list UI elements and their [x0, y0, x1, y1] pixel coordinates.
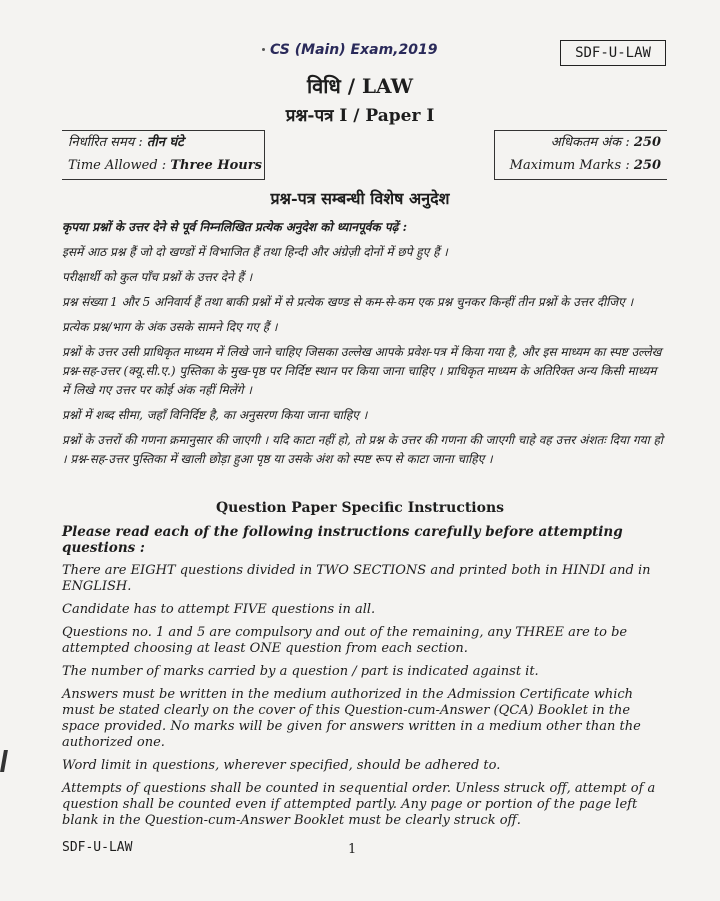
- hindi-instruction: परीक्षार्थी को कुल पाँच प्रश्नों के उत्तर देने हैं ।: [62, 270, 253, 284]
- time-hindi-value: तीन घंटे: [146, 135, 184, 150]
- marks-hindi-value: 250: [633, 135, 661, 150]
- footer-paper-code: SDF-U-LAW: [62, 840, 133, 855]
- time-allowed-box: [62, 130, 265, 180]
- marks-hindi-label: अधिकतम अंक :: [550, 135, 634, 150]
- english-lead: Please read each of the following instructions carefully before attempting questions :: [62, 524, 623, 556]
- hindi-instruction: इसमें आठ प्रश्न हैं जो दो खण्डों में विभाजित हैं तथा हिन्दी और अंग्रेज़ी दोनों में छपे हुए हैं ।: [62, 245, 448, 259]
- page-number: 1: [348, 842, 357, 857]
- exam-title: CS (Main) Exam,2019: [270, 42, 438, 58]
- time-hindi: [68, 131, 264, 154]
- hindi-instruction: प्रश्नों के उत्तर उसी प्राधिकृत माध्यम में लिखे जाने चाहिए जिसका उल्लेख आपके प्रवेश-पत्र में किया गया है, और इस माध्यम का स्पष्ट उल्लेख प्रश्न-सह-उत्तर (क्यू.सी.ए.) पुस्तिका के मुख-पृष्ठ पर निर्दिष्ट स्थान पर किया जाना चाहिए । प्राधिकृत माध्यम के अतिरिक्त अन्य किसी माध्यम में लिखे गए उत्तर पर कोई अंक नहीं मिलेंगे ।: [62, 345, 662, 397]
- hindi-instruction: प्रश्न संख्या 1 और 5 अनिवार्य हैं तथा बाकी प्रश्नों में से प्रत्येक खण्ड से कम-से-कम एक प्रश्न चुनकर किन्हीं तीन प्रश्नों के उत्तर दीजिए ।: [62, 295, 634, 309]
- scan-edge-mark: [0, 750, 8, 772]
- hindi-instructions-heading: प्रश्न-पत्र सम्बन्धी विशेष अनुदेश: [270, 189, 450, 208]
- paper-code-box: SDF-U-LAW: [560, 40, 666, 66]
- time-english: [68, 154, 264, 177]
- paper-title: प्रश्न-पत्र I / Paper I: [285, 106, 435, 126]
- hindi-instruction: प्रश्नों के उत्तरों की गणना क्रमानुसार की जाएगी । यदि काटा नहीं हो, तो प्रश्न के उत्तर की गणना की जाएगी चाहे वह उत्तर अंशतः दिया गया हो । प्रश्न-सह-उत्तर पुस्तिका में खाली छोड़ा हुआ पृष्ठ या उसके अंश को स्पष्ट रूप से काटा जाना चाहिए ।: [62, 433, 664, 466]
- maximum-marks-box: [494, 130, 667, 180]
- hindi-instructions: [62, 218, 666, 475]
- english-instructions: [62, 524, 662, 836]
- english-instructions-heading: Question Paper Specific Instructions: [215, 500, 505, 516]
- english-instruction: The number of marks carried by a question / part is indicated against it.: [62, 664, 539, 679]
- english-instruction: Attempts of questions shall be counted in sequential order. Unless struck off, attempt of a question shall be counted even if attempted partly. Any page or portion of the page left blank in the Question-cum-Answer Booklet must be clearly struck off.: [62, 781, 656, 828]
- english-instruction: Word limit in questions, wherever specified, should be adhered to.: [62, 758, 501, 773]
- time-english-label: Time Allowed :: [68, 158, 171, 173]
- time-english-value: Three Hours: [170, 158, 262, 173]
- marks-english-label: Maximum Marks :: [509, 158, 634, 173]
- marks-english-value: 250: [633, 158, 661, 173]
- marks-hindi: [495, 131, 661, 154]
- time-hindi-label: निर्धारित समय :: [68, 135, 147, 150]
- english-instruction: There are EIGHT questions divided in TWO SECTIONS and printed both in HINDI and in ENGLISH.: [62, 563, 651, 594]
- marks-english: [495, 154, 661, 177]
- english-instruction: Answers must be written in the medium authorized in the Admission Certificate which must be stated clearly on the cover of this Question-cum-Answer (QCA) Booklet in the space provided. No marks will be given for answers written in a medium other than the authorized one.: [62, 687, 641, 750]
- subject-title: विधि / LAW: [306, 74, 414, 98]
- hindi-lead: कृपया प्रश्नों के उत्तर देने से पूर्व निम्नलिखित प्रत्येक अनुदेश को ध्यानपूर्वक पढ़ें :: [62, 220, 408, 234]
- hindi-instruction: प्रत्येक प्रश्न/भाग के अंक उसके सामने दिए गए हैं ।: [62, 320, 278, 334]
- scan-dot: [262, 48, 265, 51]
- english-instruction: Questions no. 1 and 5 are compulsory and out of the remaining, any THREE are to be attempted choosing at least ONE question from each section.: [62, 625, 628, 656]
- english-instruction: Candidate has to attempt FIVE questions in all.: [62, 602, 376, 617]
- hindi-instruction: प्रश्नों में शब्द सीमा, जहाँ विनिर्दिष्ट है, का अनुसरण किया जाना चाहिए ।: [62, 408, 368, 422]
